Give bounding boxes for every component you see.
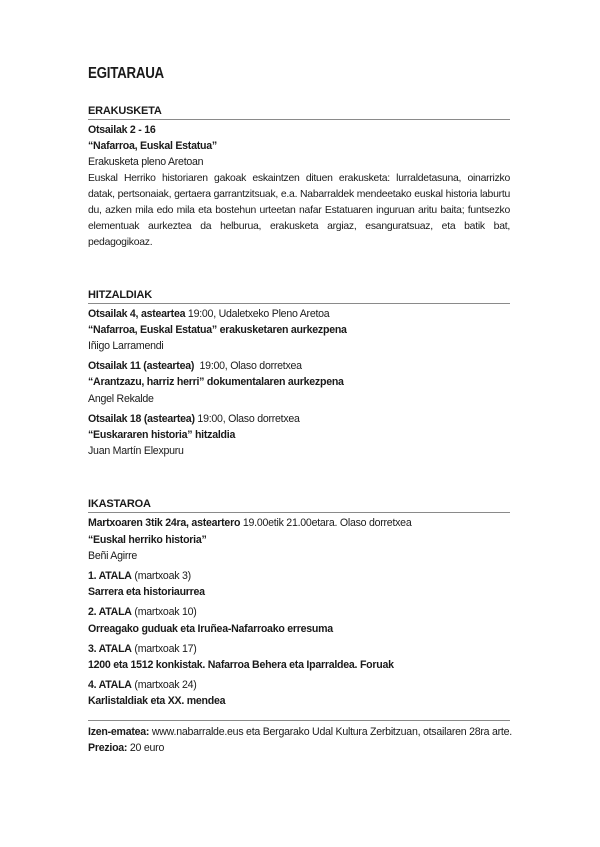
course-session (88, 568, 510, 600)
talk-time-place: 19:00, Olaso dorretxea (194, 412, 300, 425)
talk-speaker: Juan Martín Elexpuru (88, 445, 184, 458)
talk-title: “Nafarroa, Euskal Estatua” erakusketaren aurkezpena (88, 323, 347, 336)
course-heading: IKASTAROA (88, 497, 510, 513)
talk-item (88, 358, 510, 407)
exhibition-description: Euskal Herriko historiaren gakoak eskaintzen dituen erakusketa: lurraldetasuna, oinarrizko datak, pertsonaiak, gertaera garrantzitsuak, e.a. Nabarraldek mendeetako euskal historia laburtu du, azken mila edo mila eta bostehun urteetan nafar Estatuaren inguruan aritu baita; funtsezko elementuak aurkeztea da helburua, erakusketa argiaz, esanguratsuaz, eta batik bat, pedagogikoaz. (88, 172, 510, 249)
session-label: 2. ATALA (88, 606, 132, 619)
exhibition-place: Erakusketa pleno Aretoan (88, 156, 204, 169)
program-page (88, 64, 510, 756)
session-title: Karlistaldiak eta XX. mendea (88, 695, 226, 708)
talk-date: Otsailak 4, asteartea (88, 307, 186, 320)
talk-item (88, 306, 510, 355)
talk-speaker: Iñigo Larramendi (88, 340, 164, 353)
course-session (88, 604, 510, 636)
registration-text: www.nabarralde.eus eta Bergarako Udal Kultura Zerbitzuan, otsailaren 28ra arte. (149, 725, 512, 738)
talk-time-place: 19:00, Udaletxeko Pleno Aretoa (185, 307, 330, 320)
talk-speaker: Angel Rekalde (88, 392, 154, 405)
course-session (88, 677, 510, 709)
session-label: 3. ATALA (88, 642, 132, 655)
talks-section (88, 288, 510, 460)
page-title: EGITARAUA (88, 65, 164, 82)
talk-title: “Arantzazu, harriz herri” dokumentalaren aurkezpena (88, 376, 344, 389)
session-title: 1200 eta 1512 konkistak. Nafarroa Behera eta Iparraldea. Foruak (88, 659, 394, 672)
session-date: (martxoak 17) (131, 642, 197, 655)
talks-heading: HITZALDIAK (88, 288, 510, 304)
exhibition-section (88, 104, 510, 252)
course-title: “Euskal herriko historia” (88, 533, 207, 546)
talk-date: Otsailak 11 (asteartea) (88, 360, 195, 373)
session-label: 1. ATALA (88, 570, 132, 583)
course-session (88, 641, 510, 673)
course-section (88, 497, 510, 709)
talk-item (88, 411, 510, 460)
price-label: Prezioa: (88, 741, 128, 754)
course-teacher: Beñi Agirre (88, 549, 138, 562)
session-date: (martxoak 10) (131, 606, 197, 619)
registration-footer (88, 720, 510, 756)
session-date: (martxoak 3) (131, 570, 191, 583)
talk-date: Otsailak 18 (asteartea) (88, 412, 195, 425)
session-title: Sarrera eta historiaurrea (88, 586, 205, 599)
exhibition-title: “Nafarroa, Euskal Estatua” (88, 140, 217, 153)
talk-title: “Euskararen historia” hitzaldia (88, 429, 236, 442)
course-date: Martxoaren 3tik 24ra, asteartero (88, 517, 241, 530)
session-label: 4. ATALA (88, 679, 132, 692)
course-time-place: 19.00etik 21.00etara. Olaso dorretxea (240, 517, 412, 530)
exhibition-heading: ERAKUSKETA (88, 104, 510, 120)
session-title: Orreagako guduak eta Iruñea-Nafarroako erresuma (88, 622, 333, 635)
registration-label: Izen-ematea: (88, 725, 150, 738)
talk-time-place: 19:00, Olaso dorretxea (194, 360, 302, 373)
exhibition-date: Otsailak 2 - 16 (88, 124, 156, 136)
price-text: 20 euro (127, 741, 165, 754)
session-date: (martxoak 24) (131, 679, 197, 692)
